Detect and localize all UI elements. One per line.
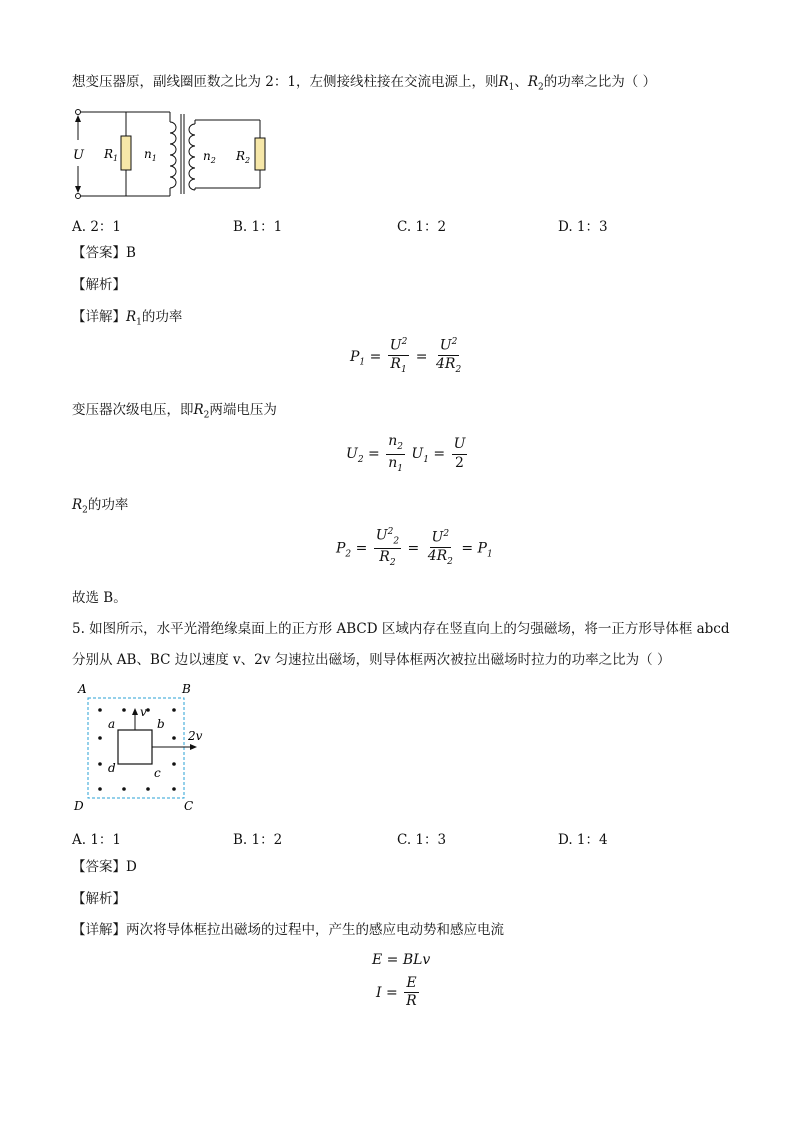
label-B: B: [182, 682, 191, 696]
label-2v: 2v: [188, 729, 203, 743]
q4-option-a[interactable]: A. 2：1: [72, 219, 122, 235]
q4-equation-p1: $P_1$ = $\frac{U^2}{R_1}$ = $\frac{U^2}{4R_2}$: [350, 337, 462, 375]
q4-option-b[interactable]: B. 1：1: [233, 219, 283, 235]
label-n2: $n_2$: [203, 149, 216, 165]
q4-stem: 想变压器原，副线圈匝数之比为 2：1，左侧接线柱接在交流电源上，则$R_1$、$R_2$的功率之比为（ ）: [72, 74, 657, 93]
label-R2: $R_2$: [236, 149, 251, 165]
label-a: a: [108, 717, 116, 731]
q4-detail: 【详解】$R_1$的功率: [72, 309, 183, 328]
q5-stem-line1: 5. 如图所示，水平光滑绝缘桌面上的正方形 ABCD 区域内存在竖直向上的匀强磁场，将一正方形导体框 abcd: [72, 621, 730, 637]
q4-analysis-label: 【解析】: [72, 277, 126, 293]
transformer-circuit-diagram: [64, 104, 284, 204]
q5-analysis-label: 【解析】: [72, 891, 126, 907]
q4-equation-u2: $U_2$ = $\frac{n_2}{n_1}$ $U_1$ = $\frac{U}{2}$: [346, 433, 466, 474]
q5-option-a[interactable]: A. 1：1: [72, 832, 122, 848]
q5-detail: 【详解】两次将导体框拉出磁场的过程中，产生的感应电动势和感应电流: [72, 922, 504, 938]
label-U: U: [73, 148, 84, 163]
label-c: c: [154, 766, 161, 780]
q4-equation-p2: $P_2$ = $\frac{U^2_2}{R_2}$ = $\frac{U^2}{4R_2}$ = $P_1$: [336, 527, 493, 569]
magnetic-field-diagram: [70, 680, 230, 816]
label-C: C: [184, 799, 194, 813]
label-A: A: [78, 682, 87, 696]
q4-line2: 变压器次级电压，即$R_2$两端电压为: [72, 402, 277, 421]
q5-answer: 【答案】D: [72, 859, 137, 875]
label-R1: $R_1$: [104, 147, 119, 163]
q4-conclusion: 故选 B。: [72, 590, 127, 606]
label-b: b: [157, 717, 165, 731]
q4-option-c[interactable]: C. 1：2: [397, 219, 447, 235]
q4-line3: $R_2$的功率: [72, 497, 129, 516]
q4-option-d[interactable]: D. 1：3: [558, 219, 608, 235]
label-d: d: [108, 761, 116, 775]
q5-option-d[interactable]: D. 1：4: [558, 832, 608, 848]
q5-stem-line2: 分别从 AB、BC 边以速度 v、2v 匀速拉出磁场，则导体框两次被拉出磁场时拉力的功率之比为（ ）: [72, 652, 671, 668]
q5-equation-current: I = $\frac{E}{R}$: [376, 975, 417, 1010]
label-v: v: [140, 705, 147, 719]
label-D: D: [74, 799, 84, 813]
label-n1: $n_1$: [144, 147, 157, 163]
q5-equation-emf: E = BLv: [372, 952, 431, 968]
q4-answer: 【答案】B: [72, 245, 136, 261]
q5-option-c[interactable]: C. 1：3: [397, 832, 447, 848]
q5-option-b[interactable]: B. 1：2: [233, 832, 283, 848]
